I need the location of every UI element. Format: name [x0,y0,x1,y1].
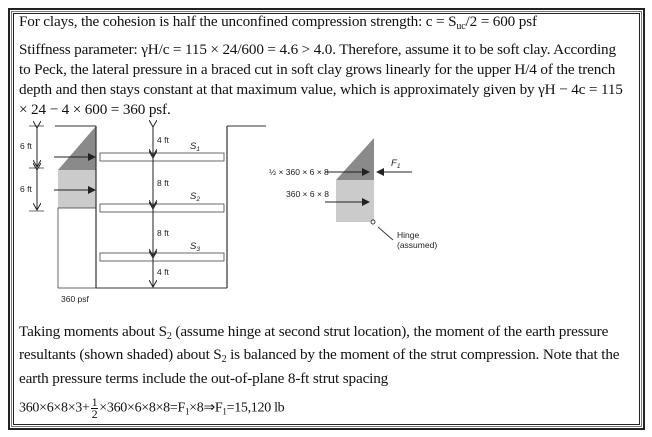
dim-label-4ft-bottom: 4 ft [157,267,169,277]
hinge-icon [371,220,375,224]
fbd-pressure-triangle [336,138,374,180]
fbd-strut-force-label: $F_1$ [391,158,401,170]
stiffness-line-4: × 24 − 4 × 600 = 360 psf. [19,101,171,118]
equation-result: =15,120 lb [226,400,285,416]
dim-label-4ft-top: 4 ft [157,135,169,145]
stiffness-line-2: to Peck, the lateral pressure in a braced cut in soft clay grows linearly for the upper H/4 of the trench [19,61,616,78]
cohesion-subscript: uc [456,21,466,32]
hinge-label-line2: (assumed) [397,240,438,250]
pressure-rectangle-unshaded [58,208,96,288]
pressure-rectangle-shaded [58,170,96,208]
hinge-label-line1: Hinge [397,230,420,240]
moments-line-1: Taking moments about $S_2$ (assume hinge at second strut location), the moment of the earth pressure [19,323,609,342]
strut-label-s2: $S_2$ [190,191,200,203]
pressure-triangle [58,126,96,170]
strut-label-s1: $S_1$ [190,141,200,153]
stiffness-line-3: depth and then stays constant at that maximum value, which is approximately given by γH − 4c = 115 [19,81,623,98]
cohesion-text: For clays, the cohesion is half the unconfined compression strength: c = S [19,13,457,30]
strut-s2 [100,204,224,212]
dim-label-6ft-bottom: 6 ft [20,184,32,194]
moment-equation: 360×6×8×3+ $\frac{1}{2}$ $\times 360\times 6\times 8\times 8=F_1\times 8\Rightarrow F_1=15,120$ lb [19,395,285,421]
pressure-value-label: 360 psf [61,294,89,304]
fbd-triangle-force-label: ½ × 360 × 6 × 8 [269,167,329,177]
hinge-leader-line [378,227,393,240]
moments-line-2: resultants (shown shaded) about $S_2$ is balanced by the moment of the strut compression. Note that the [19,346,620,365]
one-half-fraction: $\frac{1}{2}$ [91,395,98,421]
stiffness-line-1: Stiffness parameter: γH/c = 115 × 24/600 = 4.6 > 4.0. Therefore, assume it to be soft clay. According [19,41,616,58]
dim-label-8ft-upper: 8 ft [157,178,169,188]
dim-label-8ft-lower: 8 ft [157,228,169,238]
fbd-rectangle-force-label: 360 × 6 × 8 [286,189,330,199]
free-body-diagram [269,138,437,250]
fbd-pressure-rectangle [336,180,374,222]
cohesion-value: /2 = 600 psf [465,13,537,30]
strut-s3 [100,253,224,261]
strut-label-s3: $S_3$ [190,241,200,253]
braced-cut-diagram [20,126,266,304]
dim-label-6ft-top: 6 ft [20,141,32,151]
moments-line-3: earth pressure terms include the out-of-plane 8-ft strut spacing [19,370,389,387]
strut-s1 [100,153,224,161]
